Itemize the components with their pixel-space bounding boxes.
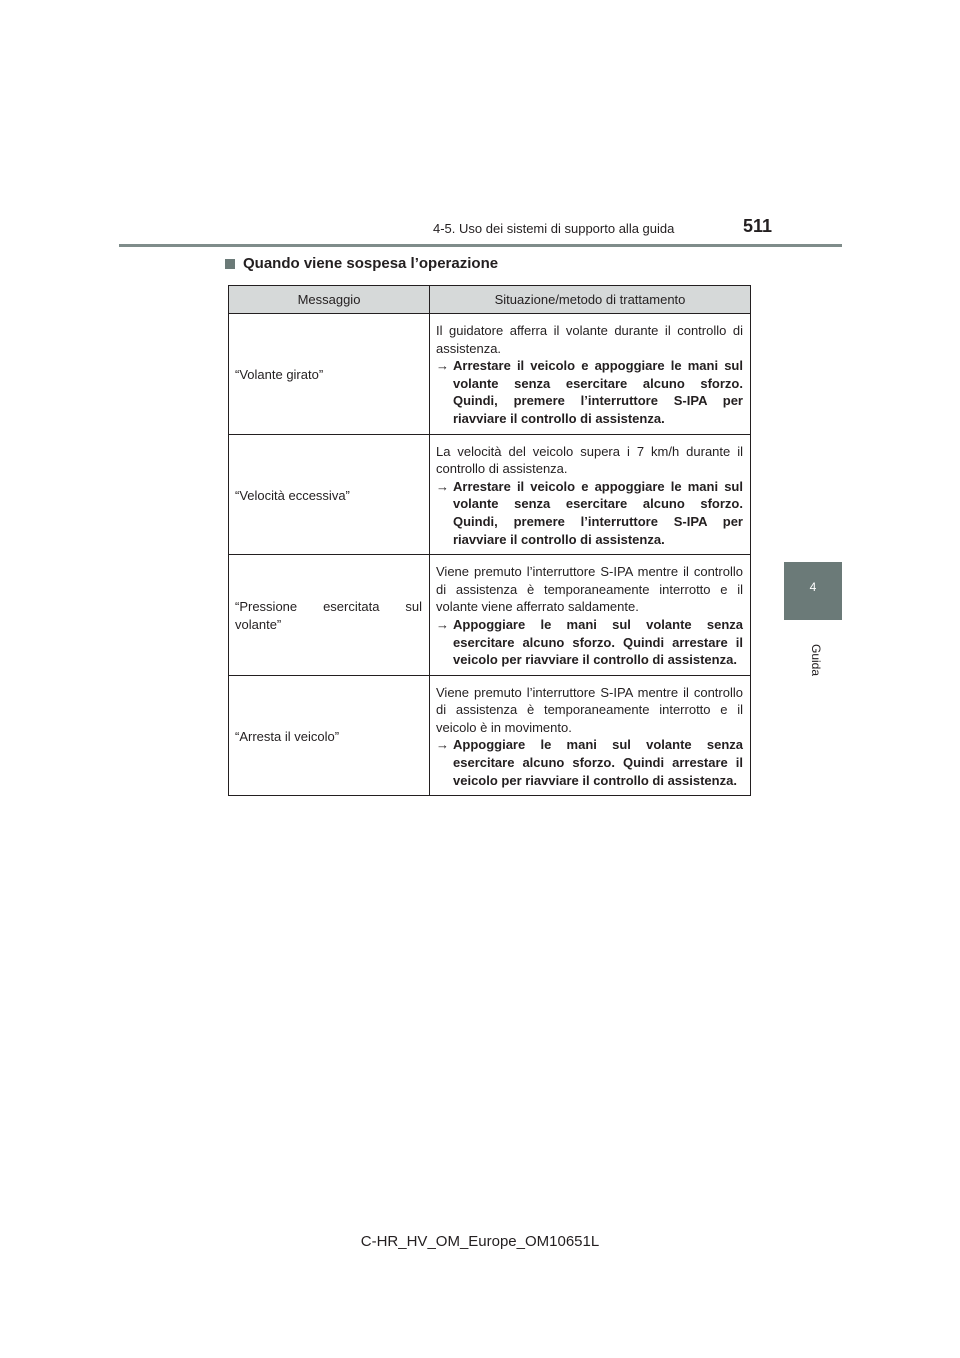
- situation-cell: [430, 434, 751, 555]
- document-code: C-HR_HV_OM_Europe_OM10651L: [360, 1233, 600, 1250]
- message-cell: “Volante girato”: [229, 314, 430, 435]
- section-heading: [225, 255, 498, 272]
- action-text: Appoggiare le mani sul volante senza esercitare alcuno sforzo. Quindi arrestare il veicolo per riavviare il controllo di assistenza.: [453, 616, 743, 668]
- situation-text: Viene premuto l’interruttore S-IPA mentre il controllo di assistenza è temporaneamente interrotto e il volante viene afferrato saldamente.: [436, 564, 743, 615]
- action-text: Arrestare il veicolo e appoggiare le mani sul volante senza esercitare alcuno sforzo. Quindi, premere l’interruttore S-IPA per riavviare il controllo di assistenza.: [453, 358, 743, 426]
- arrow-right-icon: →: [436, 478, 449, 494]
- column-header-message: Messaggio: [229, 286, 430, 314]
- action-text: Appoggiare le mani sul volante senza esercitare alcuno sforzo. Quindi arrestare il veicolo per riavviare il controllo di assistenza.: [453, 737, 743, 788]
- message-cell: “Arresta il veicolo”: [229, 675, 430, 796]
- message-cell: “Pressione esercitata sul volante”: [229, 555, 430, 676]
- action-item: [436, 736, 743, 789]
- table-header-row: [229, 286, 751, 314]
- message-cell: “Velocità eccessiva”: [229, 434, 430, 555]
- column-header-situation: Situazione/metodo di trattamento: [430, 286, 751, 314]
- action-item: [436, 616, 743, 669]
- chapter-label: Guida: [809, 643, 823, 677]
- page-number: 511: [743, 216, 773, 236]
- table-row: [229, 434, 751, 555]
- action-text: Arrestare il veicolo e appoggiare le mani sul volante senza esercitare alcuno sforzo. Quindi, premere l’interruttore S-IPA per riavviare il controllo di assistenza.: [453, 478, 743, 547]
- chapter-tab: [784, 562, 842, 620]
- action-item: [436, 357, 743, 427]
- table-row: [229, 314, 751, 435]
- arrow-right-icon: →: [436, 358, 449, 374]
- action-item: [436, 478, 743, 548]
- situation-text: Il guidatore afferra il volante durante il controllo di assistenza.: [436, 323, 743, 356]
- header-divider: [119, 244, 842, 247]
- message-table: [228, 285, 751, 796]
- chapter-number: 4: [809, 580, 817, 594]
- arrow-right-icon: →: [436, 616, 449, 632]
- table-row: [229, 675, 751, 796]
- square-bullet-icon: [225, 259, 235, 269]
- header-section-title: 4-5. Uso dei sistemi di supporto alla guida: [433, 221, 675, 236]
- arrow-right-icon: →: [436, 737, 449, 753]
- situation-cell: [430, 675, 751, 796]
- table-row: [229, 555, 751, 676]
- section-heading-text: Quando viene sospesa l’operazione: [243, 255, 499, 272]
- situation-cell: [430, 314, 751, 435]
- situation-text: La velocità del veicolo supera i 7 km/h durante il controllo di assistenza.: [436, 443, 743, 477]
- situation-cell: [430, 555, 751, 676]
- situation-text: Viene premuto l’interruttore S-IPA mentre il controllo di assistenza è temporaneamente interrotto e il veicolo è in movimento.: [436, 684, 743, 735]
